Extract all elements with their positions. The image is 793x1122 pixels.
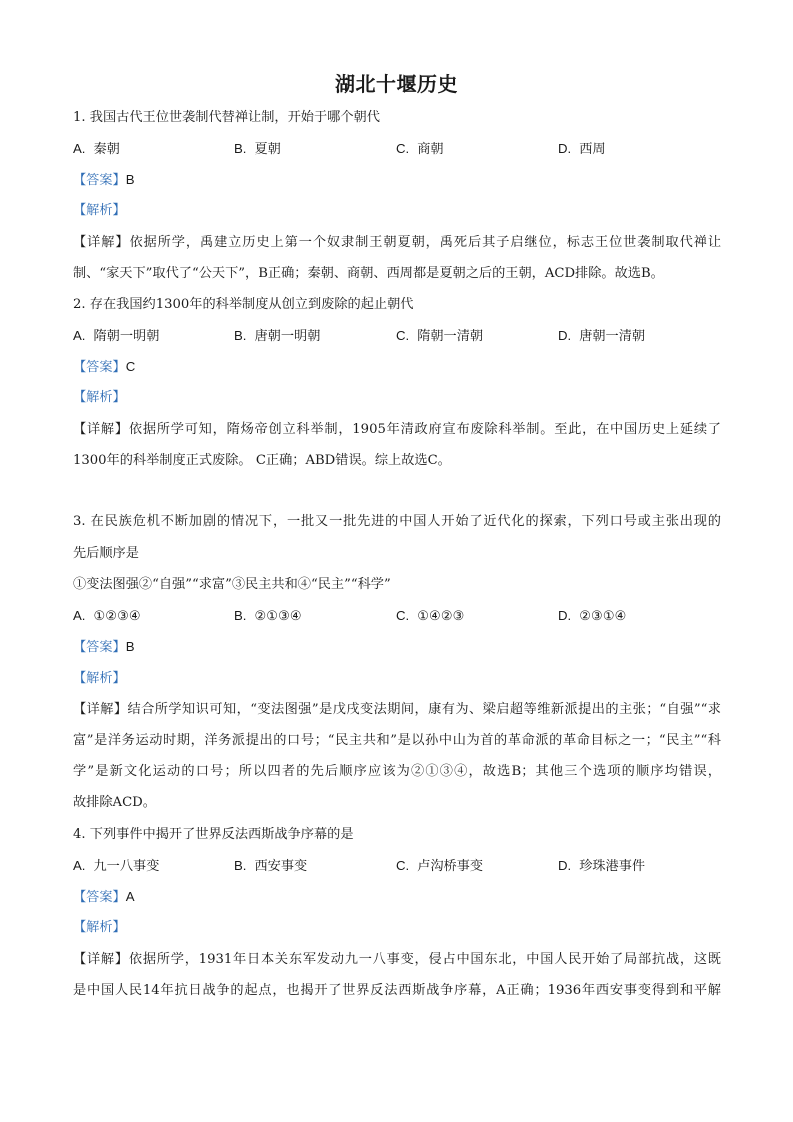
q1-detail-line-2: 制、“家天下”取代了“公天下”，B正确；秦朝、商朝、西周都是夏朝之后的王朝，ACD排除。故选B。	[73, 266, 664, 281]
q2-option-c: C. 隋朝一清朝	[396, 328, 484, 344]
q3-option-c: C. ①④②③	[396, 608, 465, 624]
q2-answer: 【答案】C	[73, 359, 136, 375]
q1-detail-line-1: 【详解】依据所学，禹建立历史上第一个奴隶制王朝夏朝，禹死后其子启继位，标志王位世袭制取代禅让	[73, 235, 722, 250]
q2-option-b: B. 唐朝一明朝	[234, 328, 321, 344]
q1-option-a: A. 秦朝	[73, 141, 120, 157]
question-3-stem-line-2: 先后顺序是	[73, 546, 139, 561]
q1-option-d: D. 西周	[558, 141, 606, 157]
q2-option-a: A. 隋朝一明朝	[73, 328, 160, 344]
q4-detail-line-2: 是中国人民14年抗日战争的起点，也揭开了世界反法西斯战争序幕，A正确；1936年西安事变得到和平解	[73, 983, 721, 998]
q4-analysis-label: 【解析】	[73, 920, 126, 935]
q3-option-b: B. ②①③④	[234, 608, 302, 624]
q3-detail-line-2: 富”是洋务运动时期，洋务派提出的口号；“民主共和”是以孙中山为首的革命派的革命目标之一；“民主”“科	[73, 733, 721, 748]
q2-detail-line-1: 【详解】依据所学可知，隋炀帝创立科举制，1905年清政府宣布废除科举制。至此，在中国历史上延续了	[73, 422, 721, 437]
q3-detail-line-3: 学”是新文化运动的口号；所以四者的先后顺序应该为②①③④，故选B；其他三个选项的顺序均错误，	[73, 764, 721, 779]
q4-option-c: C. 卢沟桥事变	[396, 858, 484, 874]
q3-answer: 【答案】B	[73, 639, 135, 655]
question-3-statements: ①变法图强②“自强”“求富”③民主共和④“民主”“科学”	[73, 577, 391, 592]
question-1-stem: 1. 我国古代王位世袭制代替禅让制，开始于哪个朝代	[73, 110, 380, 125]
q1-answer: 【答案】B	[73, 172, 135, 188]
question-4-stem: 4. 下列事件中揭开了世界反法西斯战争序幕的是	[73, 827, 354, 842]
q2-analysis-label: 【解析】	[73, 390, 126, 405]
question-3-stem-line-1: 3. 在民族危机不断加剧的情况下，一批又一批先进的中国人开始了近代化的探索，下列口号或主张出现的	[73, 514, 721, 529]
q3-detail-line-4: 故排除ACD。	[73, 795, 156, 810]
q3-analysis-label: 【解析】	[73, 671, 126, 686]
question-2-stem: 2. 存在我国约1300年的科举制度从创立到废除的起止朝代	[73, 297, 414, 312]
page-title: 湖北十堰历史	[335, 72, 458, 96]
q4-option-d: D. 珍珠港事件	[558, 858, 646, 874]
q3-option-a: A. ①②③④	[73, 608, 141, 624]
q4-option-a: A. 九一八事变	[73, 858, 160, 874]
q4-answer: 【答案】A	[73, 889, 135, 905]
q2-option-d: D. 唐朝一清朝	[558, 328, 646, 344]
q4-option-b: B. 西安事变	[234, 858, 308, 874]
q1-option-b: B. 夏朝	[234, 141, 281, 157]
q3-detail-line-1: 【详解】结合所学知识可知，“变法图强”是戊戌变法期间，康有为、梁启超等维新派提出的主张；“自强”“求	[73, 702, 721, 717]
q1-analysis-label: 【解析】	[73, 203, 126, 218]
q2-detail-line-2: 1300年的科举制度正式废除。 C正确；ABD错误。综上故选C。	[73, 453, 451, 468]
q4-detail-line-1: 【详解】依据所学，1931年日本关东军发动九一八事变，侵占中国东北，中国人民开始了局部抗战，这既	[73, 952, 721, 967]
q1-option-c: C. 商朝	[396, 141, 444, 157]
q3-option-d: D. ②③①④	[558, 608, 627, 624]
